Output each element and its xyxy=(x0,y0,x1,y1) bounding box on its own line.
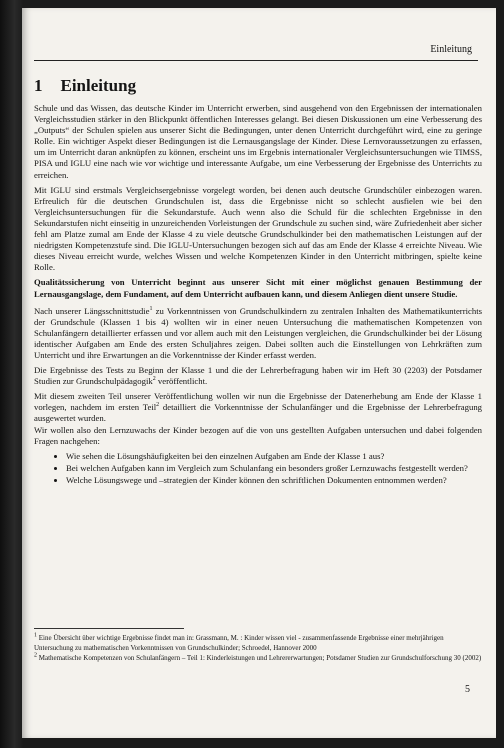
footnote-ref: 2 xyxy=(156,402,160,409)
chapter-title: Einleitung xyxy=(60,76,137,95)
chapter-number: 1 xyxy=(34,76,43,95)
footnote-ref: 2 xyxy=(152,376,156,383)
footnote-rule xyxy=(34,628,184,629)
question-list xyxy=(34,451,482,486)
book-binding-shadow xyxy=(0,0,24,748)
footnotes xyxy=(34,634,482,665)
running-head: Einleitung xyxy=(430,44,472,55)
paragraph-questions-intro: Wir wollen also den Lernzuwachs der Kinder bezogen auf die von uns gestellten Aufgaben untersuchen und dabei folgenden Fragen nachgehen: xyxy=(34,424,482,446)
chapter-heading xyxy=(34,76,136,96)
list-item: • Bei welchen Aufgaben kann im Vergleich zum Schulanfang ein besonders großer Lernzuwachs festgestellt werden? xyxy=(66,463,482,474)
paragraph-study: Nach unserer Längsschnittstudie$^1$ zu Vorkenntnissen von Grundschulkindern zu zentralen Inhalten des Mathematikunterrichts der Grundschule (Klassen 1 bis 4) wollten wir in einer neuen Untersuchung die mathematischen Kompetenzen von Schulanfängern detaillierter erfassen und vor allem auch mit den Leistungen vergleichen, die Grundschulkinder bei der Lösung identischer Aufgaben am Ende des ersten Schuljahres zeigen. Dabei sollten auch die Einstellungen von Lehrkräften zum Unterricht und ihre Erwartungen an die Vorkenntnisse der Kinder erfasst werden. xyxy=(34,305,483,360)
paragraph-iglu: Mit IGLU sind erstmals Vergleichsergebnisse vorgelegt worden, bei denen auch deutsche Grundschüler einbezogen waren. Erfreulich für die deutschen Grundschulen ist, dass die Ergebnisse nicht so schlecht ausfielen wie bei den Vergleichsuntersuchungen für die Sekundarstufe. Auch wenn also die Schuld für die schlechten Ergebnisse in den Sekundarstufen nicht einseitig in unzureichenden Vorleistungen der Grundschule zu suchen sind, wäre Zufriedenheit aber sicher fehl am Platze zumal am Ende der Klasse 4 zu viele deutsche Grundschulkinder bei den mathematischen Leistungen auf der niedrigsten Kompetenzstufe sind. Die IGLU-Untersuchungen bezogen sich auf das am Ende der Klasse 4 erreichte Niveau. Wie dieses Niveau erreicht wurde, welches Wissen und welche Kompetenzen Kinder in den Unterricht mitbringen, spielte keine Rolle. xyxy=(34,184,482,273)
document-page xyxy=(22,8,496,738)
footnote-ref: 1 xyxy=(149,305,153,312)
list-item: • Welche Lösungswege und –strategien der Kinder können den schriftlichen Dokumenten entnommen werden? xyxy=(66,475,482,486)
bold-statement: Qualitätssicherung von Unterricht beginnt aus unserer Sicht mit einer möglichst genauen Bestimmung der Lernausgangslage, dem Fundament, auf dem Unterricht aufbauen kann, und diesem Anliegen dient unsere Studie. xyxy=(34,277,482,299)
paragraph-second-part: Mit diesem zweiten Teil unserer Veröffentlichung wollen wir nun die Ergebnisse der Datenerhebung am Ende der Klasse 1 vorlegen, nachdem im ersten Teil$^2$ detailliert die Vorkenntnisse der Schulanfänger und die Ergebnisse der Lehrerbefragung ausgewertet wurden. xyxy=(34,391,483,424)
body-text xyxy=(34,103,482,487)
footnote-1: $^1$ Eine Übersicht über wichtige Ergebnisse findet man in: Grassmann, M. : Kinder wissen viel - zusammenfassende Ergebnisse einer mehrjährigen Untersuchung zu mathematischen Vorkenntnissen von Grundschulkinder; Schroedel, Hannover 2000 xyxy=(34,632,444,652)
list-item: • Wie sehen die Lösungshäufigkeiten bei den einzelnen Aufgaben am Ende der Klasse 1 aus? xyxy=(66,451,482,462)
paragraph-intro: Schule und das Wissen, das deutsche Kinder im Unterricht erwerben, sind ausgehend von den Ergebnissen der internationalen Vergleichsstudien stärker in den Blickpunkt öffentlichen Interesses gelangt. Bei diesen Diskussionen um eine Verbesserung des „Outputs“ der Schulen spielen aus unserer Sicht die Bedingungen, unter denen Unterricht durchgeführt wird, eine zu geringe Rolle. Ein wichtiger Aspekt dieser Bedingungen ist die Lernausgangslage der Kinder. Diese Lernvoraussetzungen zu erfassen, um im Unterricht daran anknüpfen zu können, erscheint uns im Ergebnis internationaler Vergleichsuntersuchungen wie TIMSS, PISA und IGLU eine nach wie vor wichtige und interessante Aufgabe, um eine Verbesserung der Ergebnisse des Unterrichts zu erreichen. xyxy=(34,103,482,180)
header-rule xyxy=(34,60,478,61)
page-number: 5 xyxy=(465,684,470,695)
footnote-2: $^2$ Mathematische Kompetenzen von Schulanfängern – Teil 1: Kinderleistungen und Lehrererwartungen; Potsdamer Studien zur Grundschulforschung 30 (2002) xyxy=(34,652,482,663)
paragraph-heft: Die Ergebnisse des Tests zu Beginn der Klasse 1 und die der Lehrerbefragung haben wir im Heft 30 (2203) der Potsdamer Studien zur Grundschulpädagogik$^2$ veröffentlicht. xyxy=(34,365,482,387)
